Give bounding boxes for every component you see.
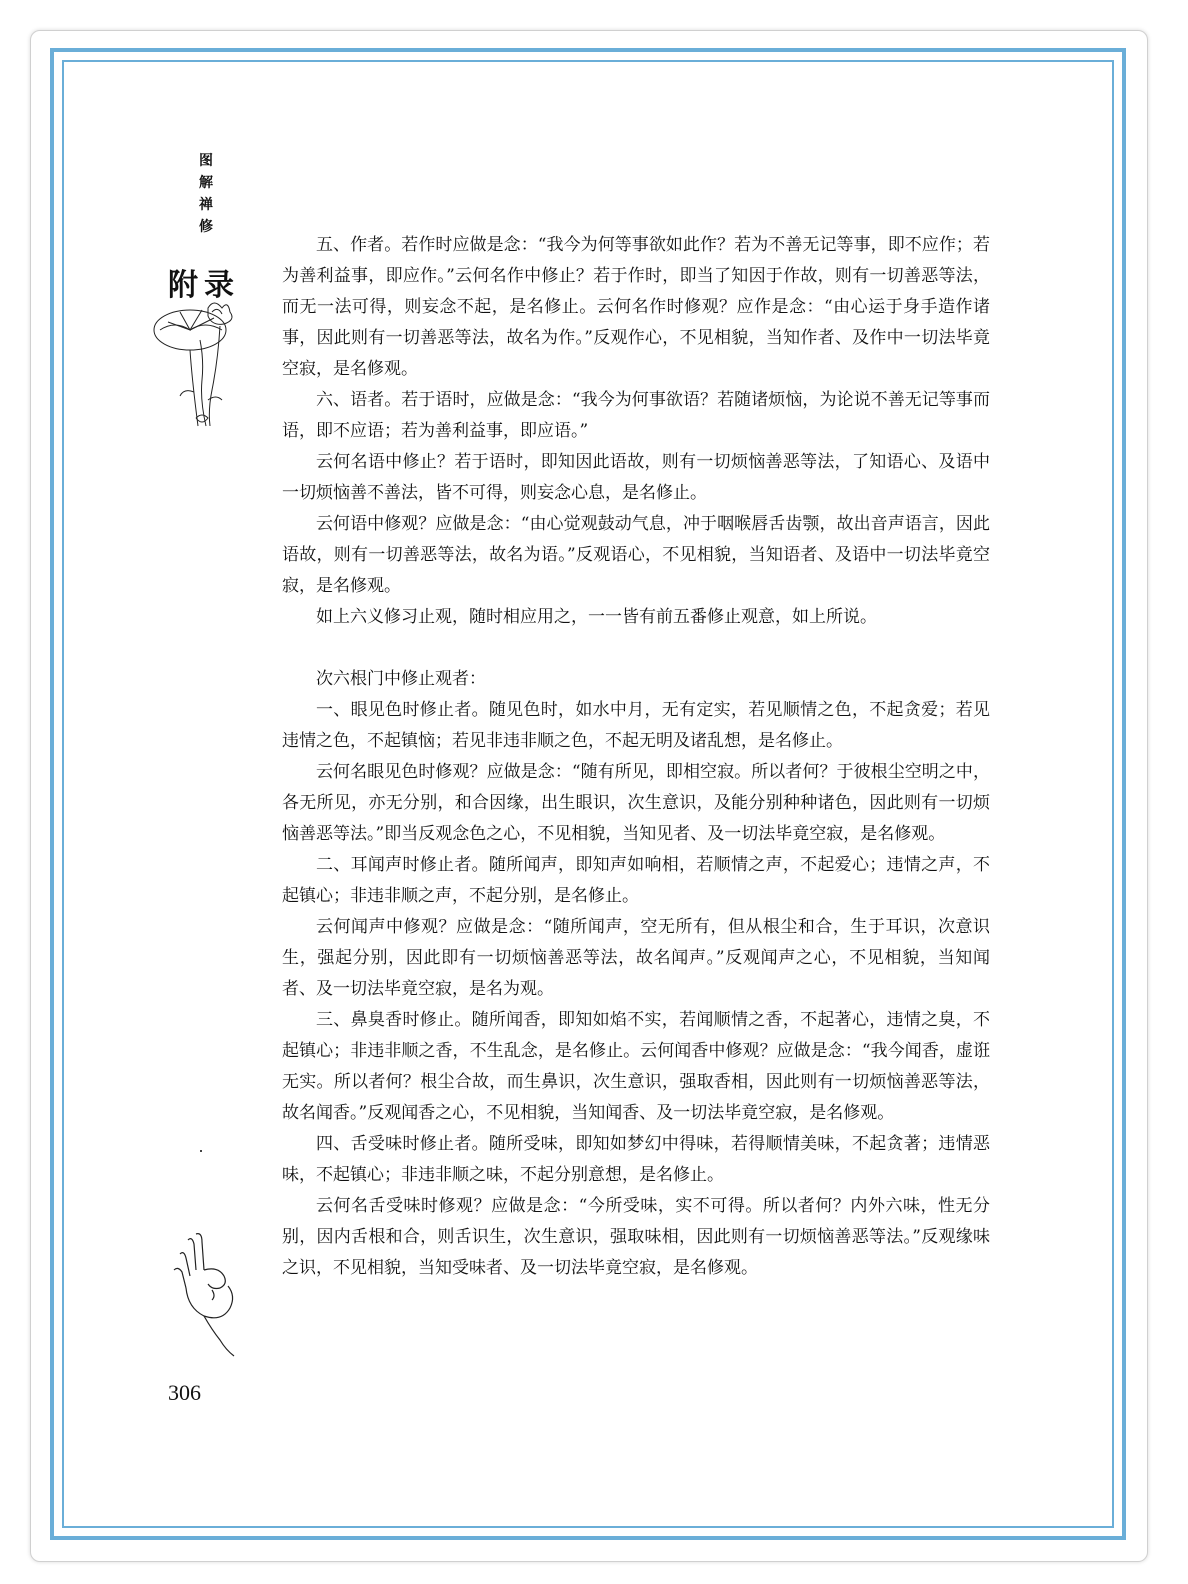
paragraph: 四、舌受味时修止者。随所受味，即知如梦幻中得味，若得顺情美味，不起贪著；违情恶味，不起镇心；非违非顺之味，不起分别意想，是名修止。: [282, 1134, 990, 1185]
paragraph: 一、眼见色时修止者。随见色时，如水中月，无有定实，若见顺情之色，不起贪爱；若见违情之色，不起镇恼；若见非违非顺之色，不起无明及诸乱想，是名修止。: [282, 700, 990, 751]
paragraph: 云何名语中修止？若于语时，即知因此语故，则有一切烦恼善恶等法，了知语心、及语中一切烦恼善不善法，皆不可得，则妄念心息，是名修止。: [282, 452, 990, 503]
book-title-char: 图: [199, 153, 213, 169]
hand-mudra-illustration: [168, 1230, 253, 1360]
paragraph: 二、耳闻声时修止者。随所闻声，即知声如响相，若顺情之声，不起爱心；违情之声，不起镇心；非违非顺之声，不起分别，是名修止。: [282, 855, 990, 906]
paragraph: 六、语者。若于语时，应做是念：“我今为何事欲语？若随诸烦恼，为论说不善无记等事而语，即不应语；若为善利益事，即应语。”: [282, 390, 990, 441]
paragraph: 云何闻声中修观？应做是念：“随所闻声，空无所有，但从根尘和合，生于耳识，次意识生，强起分别，因此即有一切烦恼善恶等法，故名闻声。”反观闻声之心，不见相貌，当知闻者、及一切法毕竟空寂，是名为观。: [282, 917, 990, 999]
book-title-char: 修: [199, 219, 213, 235]
stray-dot: [200, 1150, 202, 1152]
paragraph: 云何语中修观？应做是念：“由心觉观鼓动气息，冲于咽喉唇舌齿颚，故出音声语言，因此语故，则有一切善恶等法，故名为语。”反观语心，不见相貌，当知语者、及语中一切法毕竟空寂，是名修观。: [282, 514, 990, 596]
paragraph: 云何名舌受味时修观？应做是念：“今所受味，实不可得。所以者何？内外六味，性无分别，因内舌根和合，则舌识生，次生意识，强取味相，因此则有一切烦恼善恶等法。”反观缘味之识，不见相貌，当知受味者、及一切法毕竟空寂，是名修观。: [282, 1196, 990, 1278]
page-number: 306: [168, 1380, 201, 1405]
paragraph: 如上六义修习止观，随时相应用之，一一皆有前五番修止观意，如上所说。: [316, 607, 877, 627]
main-text: [282, 230, 990, 1284]
section-title: 附录: [168, 268, 240, 303]
paragraph: 三、鼻臭香时修止。随所闻香，即知如焰不实，若闻顺情之香，不起著心，违情之臭，不起镇心；非违非顺之香，不生乱念，是名修止。云何闻香中修观？应做是念：“我今闻香，虚诳无实。所以者何？根尘合故，而生鼻识，次生意识，强取香相，因此则有一切烦恼善恶等法，故名闻香。”反观闻香之心，不见相貌，当知闻香、及一切法毕竟空寂，是名修观。: [282, 1010, 990, 1123]
paragraph: 云何名眼见色时修观？应做是念：“随有所见，即相空寂。所以者何？于彼根尘空明之中，各无所见，亦无分别，和合因缘，出生眼识，次生意识，及能分别种种诸色，因此则有一切烦恼善恶等法。”即当反观念色之心，不见相貌，当知见者、及一切法毕竟空寂，是名修观。: [282, 762, 990, 844]
paragraph: 五、作者。若作时应做是念：“我今为何等事欲如此作？若为不善无记等事，即不应作；若为善利益事，即应作。”云何名作中修止？若于作时，即当了知因于作故，则有一切善恶等法，而无一法可得，则妄念不起，是名修止。云何名作时修观？应作是念：“由心运于身手造作诸事，因此则有一切善恶等法，故名为作。”反观作心，不见相貌，当知作者、及作中一切法毕竟空寂，是名修观。: [282, 235, 990, 379]
paragraph: 次六根门中修止观者：: [316, 669, 486, 689]
book-title-vertical: [196, 150, 216, 238]
lotus-illustration: [150, 300, 250, 430]
book-title-char: 解: [199, 175, 213, 191]
book-title-char: 禅: [199, 197, 213, 213]
